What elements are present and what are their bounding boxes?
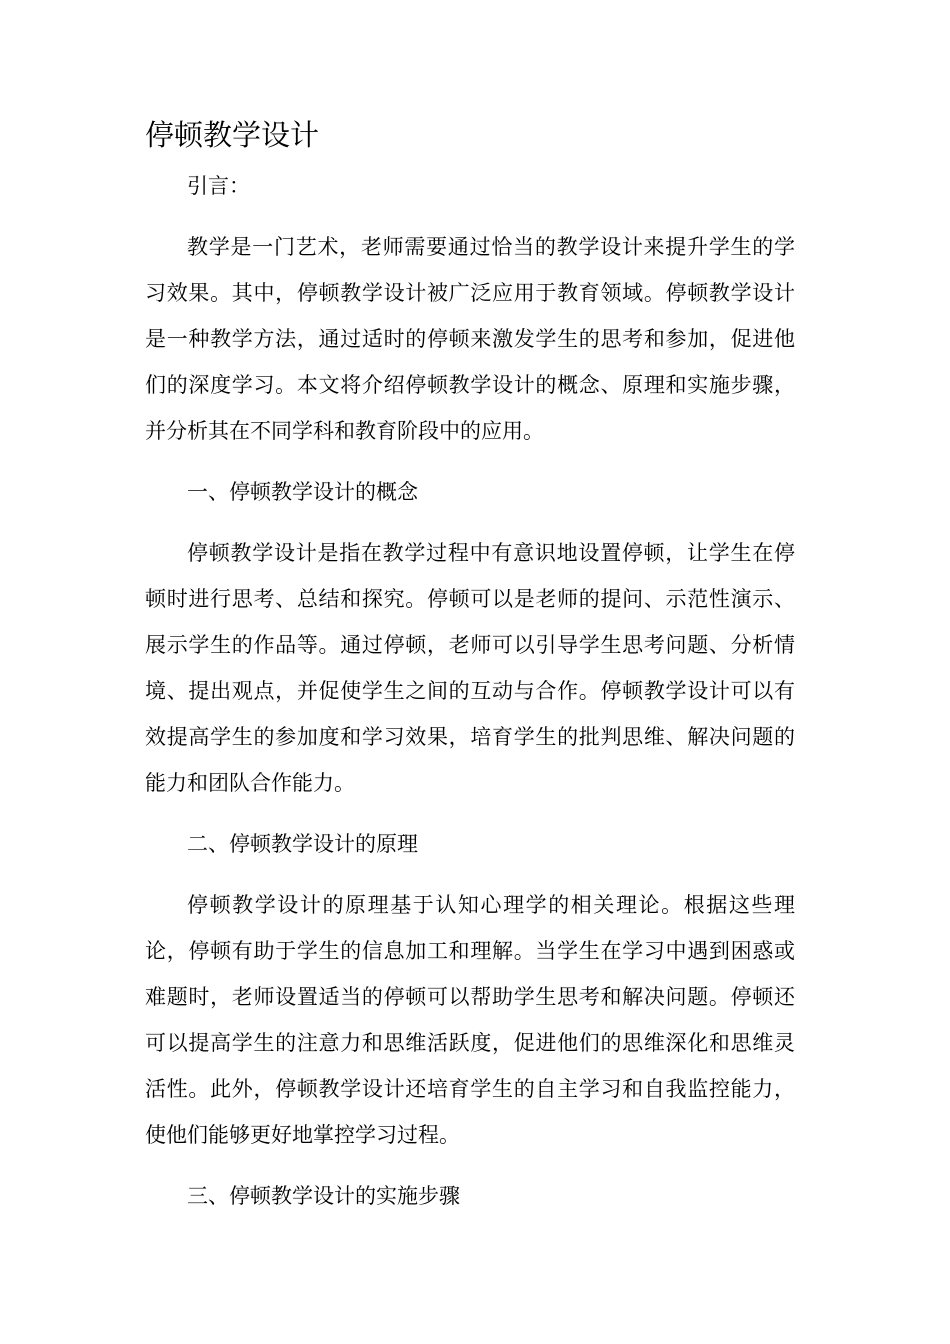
intro-heading: 引言： [187,174,250,198]
section-heading-principle: 二、停顿教学设计的原理 [187,832,418,856]
document-body [145,163,795,1234]
intro-paragraph: 教学是一门艺术，老师需要通过恰当的教学设计来提升学生的学习效果。其中，停顿教学设计被广泛应用于教育领域。停顿教学设计是一种教学方法，通过适时的停顿来激发学生的思考和参加，促进他们的深度学习。本文将介绍停顿教学设计的概念、原理和实施步骤，并分析其在不同学科和教育阶段中的应用。 [145,235,795,443]
section-heading-steps: 三、停顿教学设计的实施步骤 [187,1184,460,1208]
document-title: 停顿教学设计 [145,118,320,152]
section-heading-concept: 一、停顿教学设计的概念 [187,480,418,504]
principle-paragraph: 停顿教学设计的原理基于认知心理学的相关理论。根据这些理论，停顿有助于学生的信息加工和理解。当学生在学习中遇到困惑或难题时，老师设置适当的停顿可以帮助学生思考和解决问题。停顿还可以提高学生的注意力和思维活跃度，促进他们的思维深化和思维灵活性。此外，停顿教学设计还培育学生的自主学习和自我监控能力，使他们能够更好地掌控学习过程。 [145,893,795,1147]
concept-paragraph: 停顿教学设计是指在教学过程中有意识地设置停顿，让学生在停顿时进行思考、总结和探究。停顿可以是老师的提问、示范性演示、展示学生的作品等。通过停顿，老师可以引导学生思考问题、分析情境、提出观点，并促使学生之间的互动与合作。停顿教学设计可以有效提高学生的参加度和学习效果，培育学生的批判思维、解决问题的能力和团队合作能力。 [145,541,795,795]
